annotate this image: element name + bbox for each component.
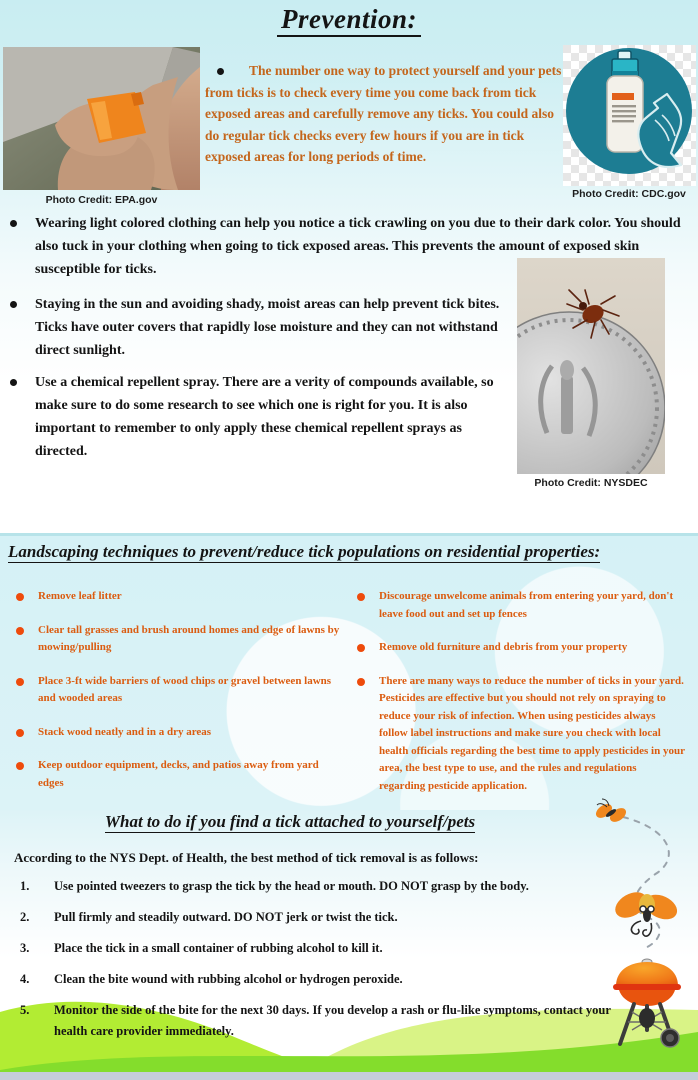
removal-steps-list <box>20 876 640 1052</box>
list-item: Remove leaf litter <box>14 588 340 606</box>
list-item: There are many ways to reduce the number of ticks in your yard. Pesticides are effective but you should not rely on spraying to reduce your risk of infection. When using pesticides always follow label instructions and make sure you check with local health officials regarding the best time to apply pesticides in your area, the best type to use, and the rules and regulations regarding pesticide application. <box>355 673 685 796</box>
bullet-dot <box>357 644 365 652</box>
tick-removal-section <box>0 810 698 1080</box>
insect-repellent-can-icon <box>563 45 696 186</box>
list-item: Keep outdoor equipment, decks, and patios away from yard edges <box>14 757 340 792</box>
bullet-dot <box>10 301 17 308</box>
list-item: Stack wood neatly and in a dry areas <box>14 724 340 742</box>
bullet-dot <box>10 379 17 386</box>
prevention-panel <box>0 0 698 536</box>
list-item: Discourage unwelcome animals from entering your yard, don't leave food out and set up fences <box>355 588 685 623</box>
list-item: 4. Clean the bite wound with rubbing alcohol or hydrogen peroxide. <box>20 972 403 986</box>
intro-bullet <box>205 60 563 168</box>
list-item: Place 3-ft wide barriers of wood chips or gravel between lawns and wooded areas <box>14 673 340 708</box>
bullet-dot <box>10 220 17 227</box>
list-item: 2. Pull firmly and steadily outward. DO NOT jerk or twist the tick. <box>20 910 398 924</box>
nysdec-photo-caption: Photo Credit: NYSDEC <box>534 477 648 489</box>
prevention-bullet-repellent: Use a chemical repellent spray. There are a verity of compounds available, so make sure to do some research to see which one is right for you. It is also important to remember to only apply these chemical repellent sprays as directed. <box>10 371 508 463</box>
bullet-dot <box>16 762 24 770</box>
small-butterfly-icon <box>593 799 628 825</box>
landscaping-left-column <box>14 588 340 808</box>
list-item: 3. Place the tick in a small container of rubbing alcohol to kill it. <box>20 941 383 955</box>
list-item: Remove old furniture and debris from your property <box>355 639 685 657</box>
removal-intro: According to the NYS Dept. of Health, the best method of tick removal is as follows: <box>14 850 479 865</box>
bullet-dot <box>16 593 24 601</box>
cdc-spray-illustration <box>563 45 696 186</box>
bullet-dot <box>357 593 365 601</box>
landscaping-right-column <box>355 588 685 811</box>
bullet-dot <box>16 678 24 686</box>
nysdec-tick-photo <box>517 258 665 474</box>
prevention-bullet-clothing: Wearing light colored clothing can help you notice a tick crawling on you due to their dark color. You should also tuck in your clothing when going to tick exposed areas. This prevents the amount of exposed skin susceptible for ticks. <box>10 212 692 281</box>
cdc-photo-caption: Photo Credit: CDC.gov <box>572 188 686 200</box>
bullet-dot <box>357 678 365 686</box>
list-item: Clear tall grasses and brush around homes and edge of lawns by mowing/pulling <box>14 622 340 657</box>
bullet-dot <box>16 627 24 635</box>
list-item: 5. Monitor the side of the bite for the next 30 days. If you develop a rash or flu-like symptoms, contact your health care provider immediately. <box>20 1003 611 1038</box>
intro-text: The number one way to protect yourself and your pets from ticks is to check every time you come back from tick exposed areas and carefully remove any ticks. You could also do regular tick checks every few hours if you are in tick exposed areas for long periods of time. <box>205 63 562 165</box>
landscaping-heading: Landscaping techniques to prevent/reduce tick populations on residential properties: <box>8 542 601 561</box>
landscaping-section <box>0 536 698 810</box>
removal-heading: What to do if you find a tick attached to yourself/pets <box>104 812 476 831</box>
bullet-dot <box>16 729 24 737</box>
tick-on-dime-illustration <box>517 258 665 474</box>
prevention-bullet-sunlight: Staying in the sun and avoiding shady, moist areas can help prevent tick bites. Ticks have outer covers that rapidly lose moisture and they can not withstand direct sunlight. <box>10 293 515 362</box>
epa-repellent-photo <box>3 47 200 190</box>
spray-on-arm-illustration <box>3 47 200 190</box>
page-title: Prevention: <box>0 4 698 35</box>
epa-photo-caption: Photo Credit: EPA.gov <box>45 194 158 206</box>
list-item: 1. Use pointed tweezers to grasp the tick by the head or mouth. DO NOT grasp by the body. <box>20 879 529 893</box>
bullet-dot <box>217 68 224 75</box>
